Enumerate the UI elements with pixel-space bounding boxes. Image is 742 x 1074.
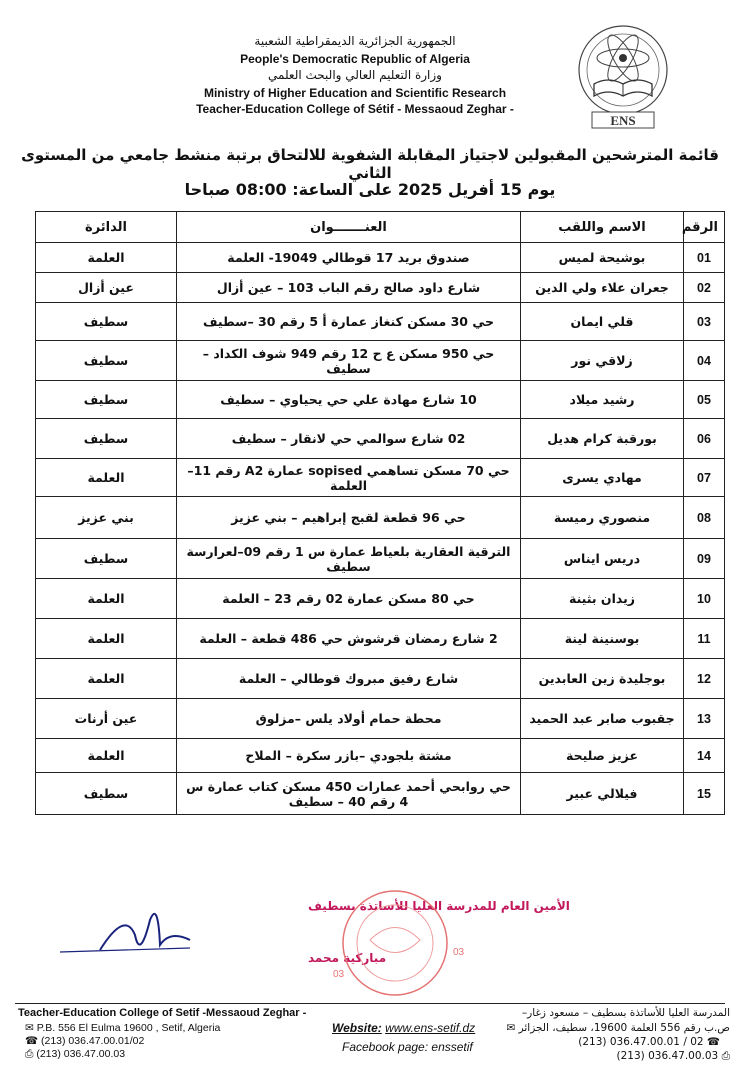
header-num: الرقم xyxy=(684,212,725,243)
row-district: سطيف xyxy=(36,419,177,459)
row-num: 07 xyxy=(684,459,725,497)
ministry-ar: وزارة التعليم العالي والبحث العلمي xyxy=(268,68,442,82)
row-district: العلمة xyxy=(36,619,177,659)
table-row xyxy=(36,243,725,273)
row-address: حي 96 قطعة لقبج إبراهيم – بني عزيز xyxy=(177,497,521,539)
row-num: 06 xyxy=(684,419,725,459)
row-name: بوسنينة لينة xyxy=(521,619,684,659)
header-address: العنـــــــوان xyxy=(177,212,521,243)
row-name: قلي ايمان xyxy=(521,303,684,341)
table-row xyxy=(36,419,725,459)
row-num: 04 xyxy=(684,341,725,381)
row-address: شارع داود صالح رقم الباب 103 – عين أزال xyxy=(177,273,521,303)
row-name: بوشيحة لميس xyxy=(521,243,684,273)
row-address: 02 شارع سوالمي حي لانقار – سطيف xyxy=(177,419,521,459)
row-district: العلمة xyxy=(36,739,177,773)
row-name: زلاقي نور xyxy=(521,341,684,381)
row-district: العلمة xyxy=(36,243,177,273)
table-row xyxy=(36,579,725,619)
phone-icon: ☎ xyxy=(703,1036,720,1048)
row-district: العلمة xyxy=(36,659,177,699)
table-row xyxy=(36,459,725,497)
row-name: جعران علاء ولي الدين xyxy=(521,273,684,303)
fax-icon: ⎙ xyxy=(718,1050,730,1062)
page-title: قائمة المترشحين المقبولين لاجتياز المقابلة الشفوية للالتحاق برتبة منشط جامعي من المستوى الثاني xyxy=(21,146,719,182)
table-row xyxy=(36,497,725,539)
row-address: مشتة بلجودي –بازر سكرة – الملاح xyxy=(177,739,521,773)
row-district: عين أزال xyxy=(36,273,177,303)
table-row xyxy=(36,341,725,381)
page-subtitle: يوم 15 أفريل 2025 على الساعة: 08:00 صباحا xyxy=(184,180,556,199)
website-label: Website: xyxy=(332,1021,382,1035)
table-row xyxy=(36,699,725,739)
row-name: عزيز صليحة xyxy=(521,739,684,773)
row-address: حي 80 مسكن عمارة 02 رقم 23 – العلمة xyxy=(177,579,521,619)
row-num: 03 xyxy=(684,303,725,341)
fax-icon: ⎙ xyxy=(25,1048,37,1060)
row-district: عين أرنات xyxy=(36,699,177,739)
row-name: دريس ايناس xyxy=(521,539,684,579)
table-row xyxy=(36,539,725,579)
row-num: 05 xyxy=(684,381,725,419)
republic-ar: الجمهورية الجزائرية الديمقراطية الشعبية xyxy=(254,34,456,48)
table-row xyxy=(36,303,725,341)
row-name: بوجليدة زين العابدين xyxy=(521,659,684,699)
header-name: الاسم واللقب xyxy=(521,212,684,243)
svg-text:03: 03 xyxy=(333,969,345,980)
row-name: فيلالي عبير xyxy=(521,773,684,815)
row-num: 15 xyxy=(684,773,725,815)
footer-phone-ar: (213) 036.47.00.01 / 02 ☎ xyxy=(578,1036,720,1048)
row-name: منصوري رميسة xyxy=(521,497,684,539)
phone-icon: ☎ xyxy=(25,1035,41,1047)
row-address: 10 شارع مهادة علي حي يحياوي – سطيف xyxy=(177,381,521,419)
table-row xyxy=(36,739,725,773)
table-row xyxy=(36,273,725,303)
envelope-icon: ✉ xyxy=(25,1022,37,1034)
table-row xyxy=(36,619,725,659)
row-address: محطة حمام أولاد يلس –مزلوق xyxy=(177,699,521,739)
footer-fax-en: ⎙ (213) 036.47.00.03 xyxy=(25,1048,126,1060)
row-address: حي روابحي أحمد عمارات 450 مسكن كتاب عمارة س 4 رقم 40 – سطيف xyxy=(177,773,521,815)
row-address: حي 70 مسكن تساهمي sopised عمارة A2 رقم 11–العلمة xyxy=(177,459,521,497)
row-address: شارع رفيق مبروك قوطالي – العلمة xyxy=(177,659,521,699)
row-address: صندوق بريد 17 قوطالي 19049- العلمة xyxy=(177,243,521,273)
row-num: 12 xyxy=(684,659,725,699)
row-num: 08 xyxy=(684,497,725,539)
row-name: مهادي يسرى xyxy=(521,459,684,497)
row-address: حي 950 مسكن ع ح 12 رقم 949 شوف الكداد – سطيف xyxy=(177,341,521,381)
row-name: رشيد ميلاد xyxy=(521,381,684,419)
footer-website[interactable] xyxy=(332,1021,475,1035)
row-address: الترقية العقارية بلعياط عمارة س 1 رقم 09–لعرارسة سطيف xyxy=(177,539,521,579)
header-district: الدائرة xyxy=(36,212,177,243)
row-num: 01 xyxy=(684,243,725,273)
row-district: سطيف xyxy=(36,303,177,341)
row-num: 11 xyxy=(684,619,725,659)
college-logo xyxy=(572,18,674,132)
row-district: سطيف xyxy=(36,341,177,381)
college-en: Teacher-Education College of Sétif - Messaoud Zeghar - xyxy=(196,102,514,116)
footer-address-en: ✉ P.B. 556 El Eulma 19600 , Setif, Algeria xyxy=(25,1022,221,1034)
table-row xyxy=(36,381,725,419)
row-district: سطيف xyxy=(36,773,177,815)
row-address: حي 30 مسكن كنغاز عمارة أ 5 رقم 30 –سطيف xyxy=(177,303,521,341)
row-district: سطيف xyxy=(36,539,177,579)
row-name: بورقبة كرام هديل xyxy=(521,419,684,459)
republic-en: People's Democratic Republic of Algeria xyxy=(240,52,470,66)
envelope-icon: ✉ xyxy=(506,1022,519,1034)
row-name: زيدان بثينة xyxy=(521,579,684,619)
row-num: 09 xyxy=(684,539,725,579)
logo-text: ENS xyxy=(610,113,636,128)
website-link[interactable]: www.ens-setif.dz xyxy=(385,1021,476,1035)
footer-fax-ar: (213) 036.47.00.03 ⎙ xyxy=(616,1050,730,1062)
row-num: 10 xyxy=(684,579,725,619)
row-num: 13 xyxy=(684,699,725,739)
row-num: 14 xyxy=(684,739,725,773)
row-address: 2 شارع رمضان قرشوش حي 486 قطعة – العلمة xyxy=(177,619,521,659)
table-row xyxy=(36,659,725,699)
row-district: العلمة xyxy=(36,579,177,619)
official-stamp xyxy=(315,885,475,1000)
row-district: العلمة xyxy=(36,459,177,497)
row-district: سطيف xyxy=(36,381,177,419)
ministry-en: Ministry of Higher Education and Scientific Research xyxy=(203,86,507,100)
row-district: بني عزيز xyxy=(36,497,177,539)
footer-address-ar: ص.ب رقم 556 العلمة 19600، سطيف، الجزائر ✉ xyxy=(506,1022,730,1034)
table-header-row xyxy=(36,212,725,243)
svg-text:03: 03 xyxy=(453,947,465,958)
signature-name: مباركية محمد xyxy=(308,951,387,965)
footer-divider xyxy=(15,1003,725,1004)
candidates-table xyxy=(35,211,725,815)
row-num: 02 xyxy=(684,273,725,303)
row-name: جقبوب صابر عبد الحميد xyxy=(521,699,684,739)
footer-phone-en: ☎ (213) 036.47.00.01/02 xyxy=(25,1035,145,1047)
table-row xyxy=(36,773,725,815)
signature-title: الأمين العام للمدرسة العليا للأساتذة بسطيف xyxy=(308,899,570,913)
footer-facebook[interactable]: Facebook page: enssetif xyxy=(342,1040,473,1054)
footer-college-en: Teacher-Education College of Setif -Messaoud Zeghar - xyxy=(18,1007,307,1019)
footer-college-ar: المدرسة العليا للأساتذة بسطيف – مسعود زغار– xyxy=(521,1007,730,1019)
